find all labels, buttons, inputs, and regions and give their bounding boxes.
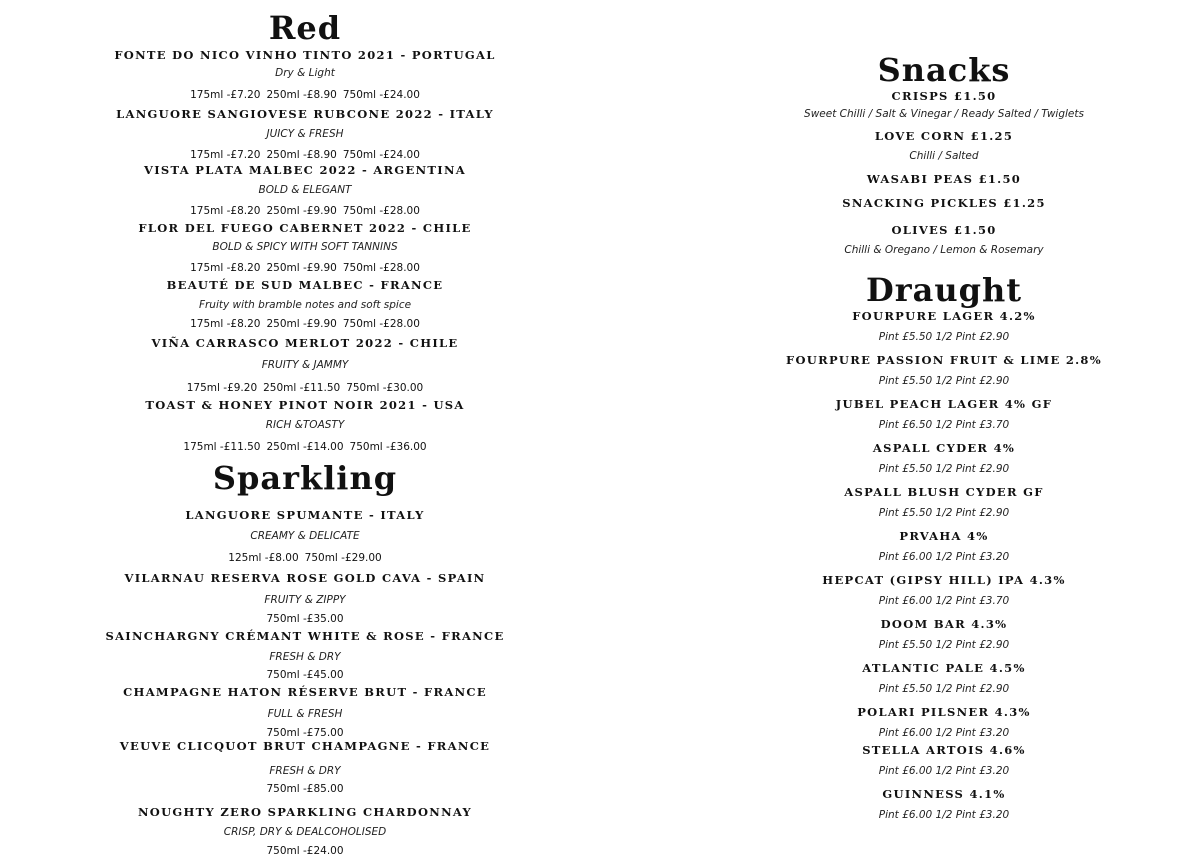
red-wine-description: BOLD & SPICY WITH SOFT TANNINS: [212, 241, 398, 253]
draught-beer-name: DOOM BAR 4.3%: [880, 617, 1008, 631]
red-wine-prices: [105, 90, 505, 101]
draught-beer-name: STELLA ARTOIS 4.6%: [862, 743, 1026, 757]
sparkling-wine-prices: [105, 670, 505, 681]
red-wine-description: RICH &TOASTY: [265, 419, 345, 431]
sparkling-wine-name: CHAMPAGNE HATON RÉSERVE BRUT - FRANCE: [123, 685, 487, 699]
sparkling-wine-prices: [105, 846, 505, 857]
draught-beer-price: Pint £6.00 1/2 Pint £3.20: [878, 727, 1010, 739]
draught-beer-price: Pint £6.50 1/2 Pint £3.70: [878, 419, 1010, 431]
draught-beer-name: POLARI PILSNER 4.3%: [857, 705, 1031, 719]
draught-beer-price: Pint £5.50 1/2 Pint £2.90: [878, 331, 1010, 343]
red-wine-name: VIÑA CARRASCO MERLOT 2022 - CHILE: [151, 336, 459, 350]
red-wine-prices: [105, 263, 505, 274]
snacks-heading: Snacks: [877, 51, 1011, 89]
sparkling-wine-description: CRISP, DRY & DEALCOHOLISED: [223, 826, 387, 838]
sparkling-wine-prices: [105, 784, 505, 795]
sparkling-wine-name: NOUGHTY ZERO SPARKLING CHARDONNAY: [137, 805, 473, 819]
draught-beer-price: Pint £6.00 1/2 Pint £3.70: [878, 595, 1010, 607]
red-wine-name: FONTE DO NICO VINHO TINTO 2021 - PORTUGAL: [114, 48, 496, 62]
price-250ml: 250ml -£9.90: [266, 205, 337, 217]
price-175ml: 175ml -£7.20: [190, 149, 261, 161]
sparkling-heading: Sparkling: [212, 459, 398, 497]
sparkling-wine-name: VEUVE CLICQUOT BRUT CHAMPAGNE - FRANCE: [119, 739, 491, 753]
snack-options: Sweet Chilli / Salt & Vinegar / Ready Salted / Twiglets: [804, 108, 1084, 120]
price-750ml: 750ml -£36.00: [349, 441, 427, 453]
sparkling-wine-description: FRESH & DRY: [269, 765, 341, 777]
sparkling-wine-name: SAINCHARGNY CRÉMANT WHITE & ROSE - FRANCE: [105, 629, 505, 643]
red-wine-prices: [105, 206, 505, 217]
price-175ml: 175ml -£7.20: [190, 89, 261, 101]
red-wine-prices: [105, 319, 505, 330]
red-wine-name: FLOR DEL FUEGO CABERNET 2022 - CHILE: [138, 221, 472, 235]
price-750ml: 750ml -£85.00: [266, 783, 344, 795]
price-750ml: 750ml -£29.00: [304, 552, 382, 564]
sparkling-wine-name: LANGUORE SPUMANTE - ITALY: [185, 508, 425, 522]
sparkling-wine-prices: [105, 728, 505, 739]
price-250ml: 250ml -£8.90: [266, 89, 337, 101]
price-750ml: 750ml -£24.00: [342, 149, 420, 161]
red-wine-name: VISTA PLATA MALBEC 2022 - ARGENTINA: [144, 163, 466, 177]
snack-name: LOVE CORN £1.25: [874, 129, 1014, 143]
draught-beer-name: HEPCAT (GIPSY HILL) IPA 4.3%: [822, 573, 1066, 587]
snack-options: Chilli & Oregano / Lemon & Rosemary: [844, 244, 1044, 256]
draught-beer-price: Pint £5.50 1/2 Pint £2.90: [878, 375, 1010, 387]
price-175ml: 175ml -£8.20: [190, 262, 261, 274]
sparkling-wine-name: VILARNAU RESERVA ROSE GOLD CAVA - SPAIN: [124, 571, 486, 585]
red-wine-name: LANGUORE SANGIOVESE RUBCONE 2022 - ITALY: [116, 107, 494, 121]
red-wine-name: BEAUTÉ DE SUD MALBEC - FRANCE: [166, 278, 444, 292]
sparkling-wine-description: CREAMY & DELICATE: [250, 530, 360, 542]
draught-beer-price: Pint £5.50 1/2 Pint £2.90: [878, 507, 1010, 519]
draught-beer-name: ATLANTIC PALE 4.5%: [862, 661, 1026, 675]
snack-name: WASABI PEAS £1.50: [866, 172, 1022, 186]
draught-beer-price: Pint £5.50 1/2 Pint £2.90: [878, 463, 1010, 475]
red-wine-prices: [105, 383, 505, 394]
price-750ml: 750ml -£35.00: [266, 613, 344, 625]
price-750ml: 750ml -£28.00: [342, 262, 420, 274]
draught-beer-name: ASPALL BLUSH CYDER GF: [844, 485, 1044, 499]
red-wine-description: JUICY & FRESH: [266, 128, 344, 140]
red-wine-description: Fruity with bramble notes and soft spice: [198, 299, 412, 311]
sparkling-wine-description: FRUITY & ZIPPY: [264, 594, 346, 606]
draught-beer-name: FOURPURE PASSION FRUIT & LIME 2.8%: [786, 353, 1102, 367]
red-wine-description: Dry & Light: [275, 67, 335, 79]
red-wine-description: BOLD & ELEGANT: [258, 184, 352, 196]
price-250ml: 250ml -£8.90: [266, 149, 337, 161]
price-175ml: 175ml -£8.20: [190, 318, 261, 330]
draught-beer-price: Pint £5.50 1/2 Pint £2.90: [878, 683, 1010, 695]
red-wine-name: TOAST & HONEY PINOT NOIR 2021 - USA: [145, 398, 465, 412]
price-750ml: 750ml -£28.00: [342, 205, 420, 217]
sparkling-wine-description: FRESH & DRY: [269, 651, 341, 663]
draught-beer-name: PRVAHA 4%: [899, 529, 989, 543]
price-750ml: 750ml -£45.00: [266, 669, 344, 681]
draught-beer-name: ASPALL CYDER 4%: [872, 441, 1016, 455]
price-125ml: 125ml -£8.00: [228, 552, 299, 564]
price-750ml: 750ml -£30.00: [346, 382, 424, 394]
red-heading: Red: [268, 9, 342, 47]
draught-beer-price: Pint £6.00 1/2 Pint £3.20: [878, 551, 1010, 563]
price-750ml: 750ml -£75.00: [266, 727, 344, 739]
sparkling-wine-prices: [105, 553, 505, 564]
price-250ml: 250ml -£14.00: [266, 441, 344, 453]
snack-name: CRISPS £1.50: [891, 89, 997, 103]
price-250ml: 250ml -£9.90: [266, 318, 337, 330]
red-wine-prices: [105, 442, 505, 453]
draught-beer-price: Pint £6.00 1/2 Pint £3.20: [878, 809, 1010, 821]
price-250ml: 250ml -£11.50: [263, 382, 341, 394]
draught-beer-name: GUINNESS 4.1%: [882, 787, 1006, 801]
draught-beer-name: JUBEL PEACH LAGER 4% GF: [835, 397, 1053, 411]
draught-beer-price: Pint £5.50 1/2 Pint £2.90: [878, 639, 1010, 651]
draught-beer-price: Pint £6.00 1/2 Pint £3.20: [878, 765, 1010, 777]
snack-name: SNACKING PICKLES £1.25: [842, 196, 1046, 210]
red-wine-description: FRUITY & JAMMY: [261, 359, 349, 371]
price-750ml: 750ml -£28.00: [342, 318, 420, 330]
snack-options: Chilli / Salted: [909, 150, 979, 162]
price-250ml: 250ml -£9.90: [266, 262, 337, 274]
price-175ml: 175ml -£8.20: [190, 205, 261, 217]
sparkling-wine-prices: [105, 614, 505, 625]
draught-beer-name: FOURPURE LAGER 4.2%: [852, 309, 1036, 323]
price-175ml: 175ml -£9.20: [186, 382, 258, 394]
price-175ml: 175ml -£11.50: [183, 441, 261, 453]
price-750ml: 750ml -£24.00: [342, 89, 420, 101]
red-wine-prices: [105, 150, 505, 161]
sparkling-wine-description: FULL & FRESH: [267, 708, 343, 720]
draught-heading: Draught: [865, 271, 1023, 309]
price-750ml: 750ml -£24.00: [266, 845, 344, 857]
snack-name: OLIVES £1.50: [891, 223, 997, 237]
